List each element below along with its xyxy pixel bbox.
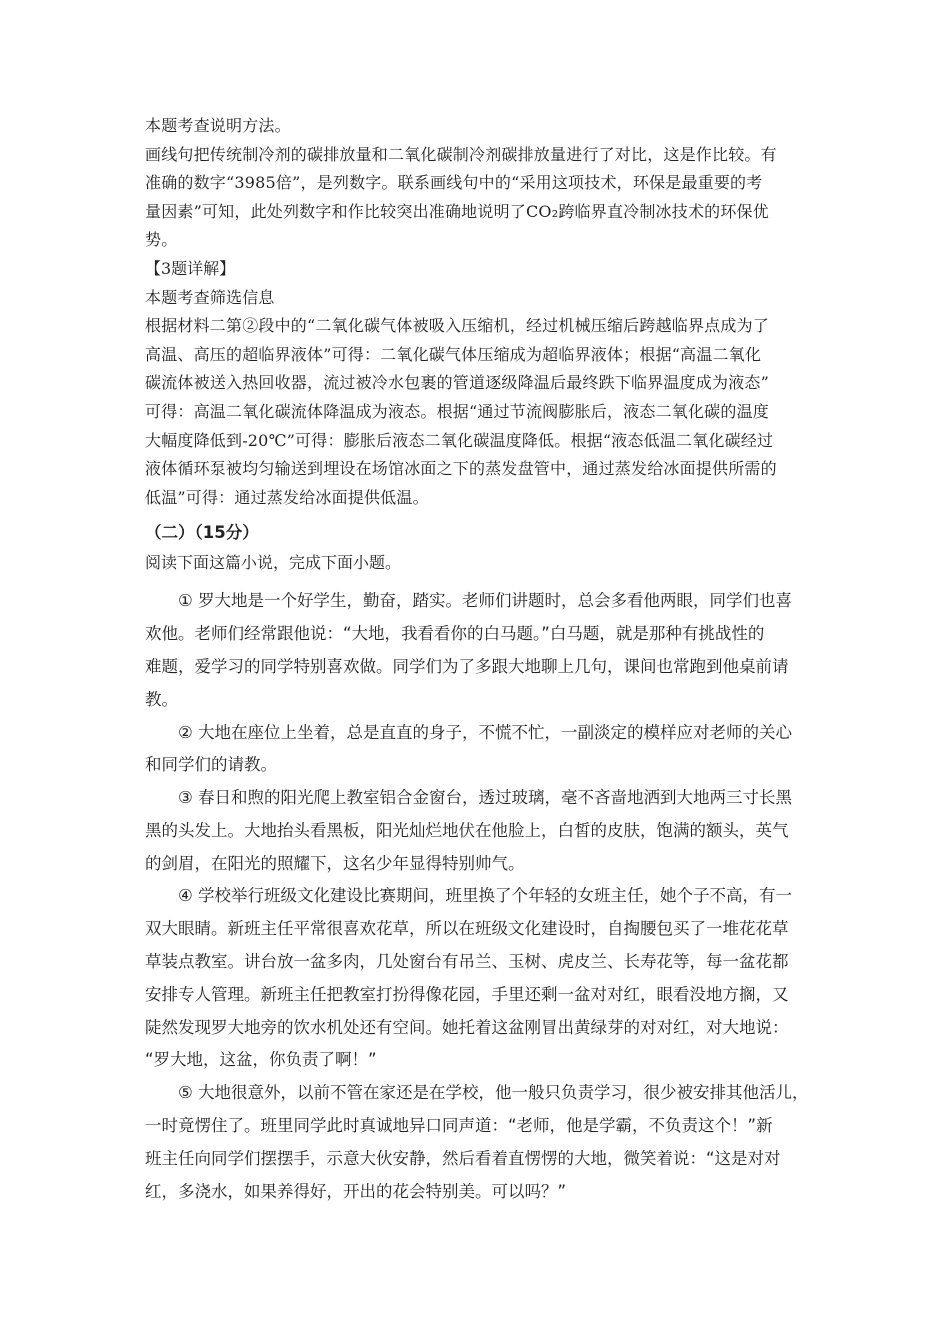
answer-2-block	[145, 112, 817, 255]
text-line: 本题考查说明方法。	[145, 116, 291, 135]
text-line: 势。	[145, 230, 178, 250]
paragraph-line: 陡然发现罗大地旁的饮水机处还有空间。她托着这盆刚冒出黄绿芽的对对红，对大地说：	[145, 1017, 789, 1037]
text-line: 低温”可得：通过蒸发给冰面提供低温。	[145, 487, 429, 507]
paragraph-line: 双大眼睛。新班主任平常很喜欢花草，所以在班级文化建设时，自掏腰包买了一堆花花草	[145, 919, 789, 939]
text-line: 高温、高压的超临界液体”可得：二氧化碳气体压缩成为超临界液体；根据“高温二氧化	[145, 344, 762, 364]
paragraph-line: ⑤ 大地很意外，以前不管在家还是在学校，他一般只负责学习，很少被安排其他活儿，	[178, 1083, 809, 1103]
paragraph-line: 草装点教室。讲台放一盆多肉，几处窗台有吊兰、玉树、虎皮兰、长寿花等，每一盆花都	[145, 952, 789, 972]
text-line: 根据材料二第②段中的“二氧化碳气体被吸入压缩机，经过机械压缩后跨越临界点成为了	[145, 316, 769, 336]
paragraph-5	[145, 1077, 817, 1208]
paragraph-1	[145, 585, 817, 716]
paragraph-line: 班主任向同学们摆摆手，示意大伙安静，然后看着直愣愣的大地，微笑着说：“这是对对	[145, 1148, 781, 1168]
text-line: 可得：高温二氧化碳流体降温成为液态。根据“通过节流阀膨胀后，液态二氧化碳的温度	[145, 401, 769, 421]
text-line: 液体循环泵被均匀输送到埋设在场馆冰面之下的蒸发盘管中，通过蒸发给冰面提供所需的	[145, 459, 777, 479]
paragraph-line: 欢他。老师们经常跟他说：“大地，我看看你的白马题。”白马题，就是那种有挑战性的	[145, 624, 765, 644]
paragraph-line: ② 大地在座位上坐着，总是直直的身子，不慌不忙，一副淡定的模样应对老师的关心	[178, 722, 793, 742]
paragraph-4	[145, 880, 817, 1077]
paragraph-line: ③ 春日和煦的阳光爬上教室铝合金窗台，透过玻璃，毫不吝啬地洒到大地两三寸长黑	[178, 788, 793, 808]
text-line: 大幅度降低到-20℃”可得：膨胀后液态二氧化碳温度降低。根据“液态低温二氧化碳经过	[145, 430, 774, 450]
novel-text	[145, 585, 817, 1208]
text-line: 本题考查筛选信息	[145, 287, 275, 307]
answer-3-heading: 【3题详解】	[145, 258, 236, 278]
paragraph-line: 一时竟愣住了。班里同学此时真诚地异口同声道：“老师，他是学霸，不负责这个！”新	[145, 1116, 773, 1136]
paragraph-line: 和同学们的请教。	[145, 755, 277, 775]
paragraph-line: 红，多浇水，如果养得好，开出的花会特别美。可以吗？”	[145, 1181, 567, 1201]
paragraph-line: ④ 学校举行班级文化建设比赛期间，班里换了个年轻的女班主任，她个子不高，有一	[178, 886, 793, 906]
text-line: 量因素”可知，此处列数字和作比较突出准确地说明了CO₂跨临界直冷制冰技术的环保优	[145, 201, 769, 221]
text-line: 画线句把传统制冷剂的碳排放量和二氧化碳制冷剂碳排放量进行了对比，这是作比较。有	[145, 144, 777, 164]
paragraph-line: “罗大地，这盆，你负责了啊！”	[145, 1050, 377, 1070]
paragraph-line: 黑的头发上。大地抬头看黑板，阳光灿烂地伏在他脸上，白皙的皮肤，饱满的额头，英气	[145, 820, 789, 840]
paragraph-line: 安排专人管理。新班主任把教室打扮得像花园，手里还剩一盆对对红，眼看没地方搁，又	[145, 984, 789, 1004]
section-intro: 阅读下面这篇小说，完成下面小题。	[145, 553, 402, 573]
text-line: 碳流体被送入热回收器，流过被冷水包裹的管道逐级降温后最终跌下临界温度成为液态”	[145, 373, 769, 393]
answer-3-block	[145, 255, 817, 512]
paragraph-line: 难题，爱学习的同学特别喜欢做。同学们为了多跟大地聊上几句，课间也常跑到他桌前请	[145, 656, 789, 676]
page-content	[145, 112, 817, 1208]
paragraph-line: 的剑眉，在阳光的照耀下，这名少年显得特别帅气。	[145, 853, 525, 873]
paragraph-2	[145, 717, 817, 783]
paragraph-3	[145, 782, 817, 880]
paragraph-line: ① 罗大地是一个好学生，勤奋，踏实。老师们讲题时，总会多看他两眼，同学们也喜	[178, 591, 793, 611]
section-heading: （二）（15分）	[145, 523, 259, 543]
text-line: 准确的数字“3985倍”，是列数字。联系画线句中的“采用这项技术，环保是最重要的考	[145, 173, 763, 193]
paragraph-line: 教。	[145, 689, 178, 709]
